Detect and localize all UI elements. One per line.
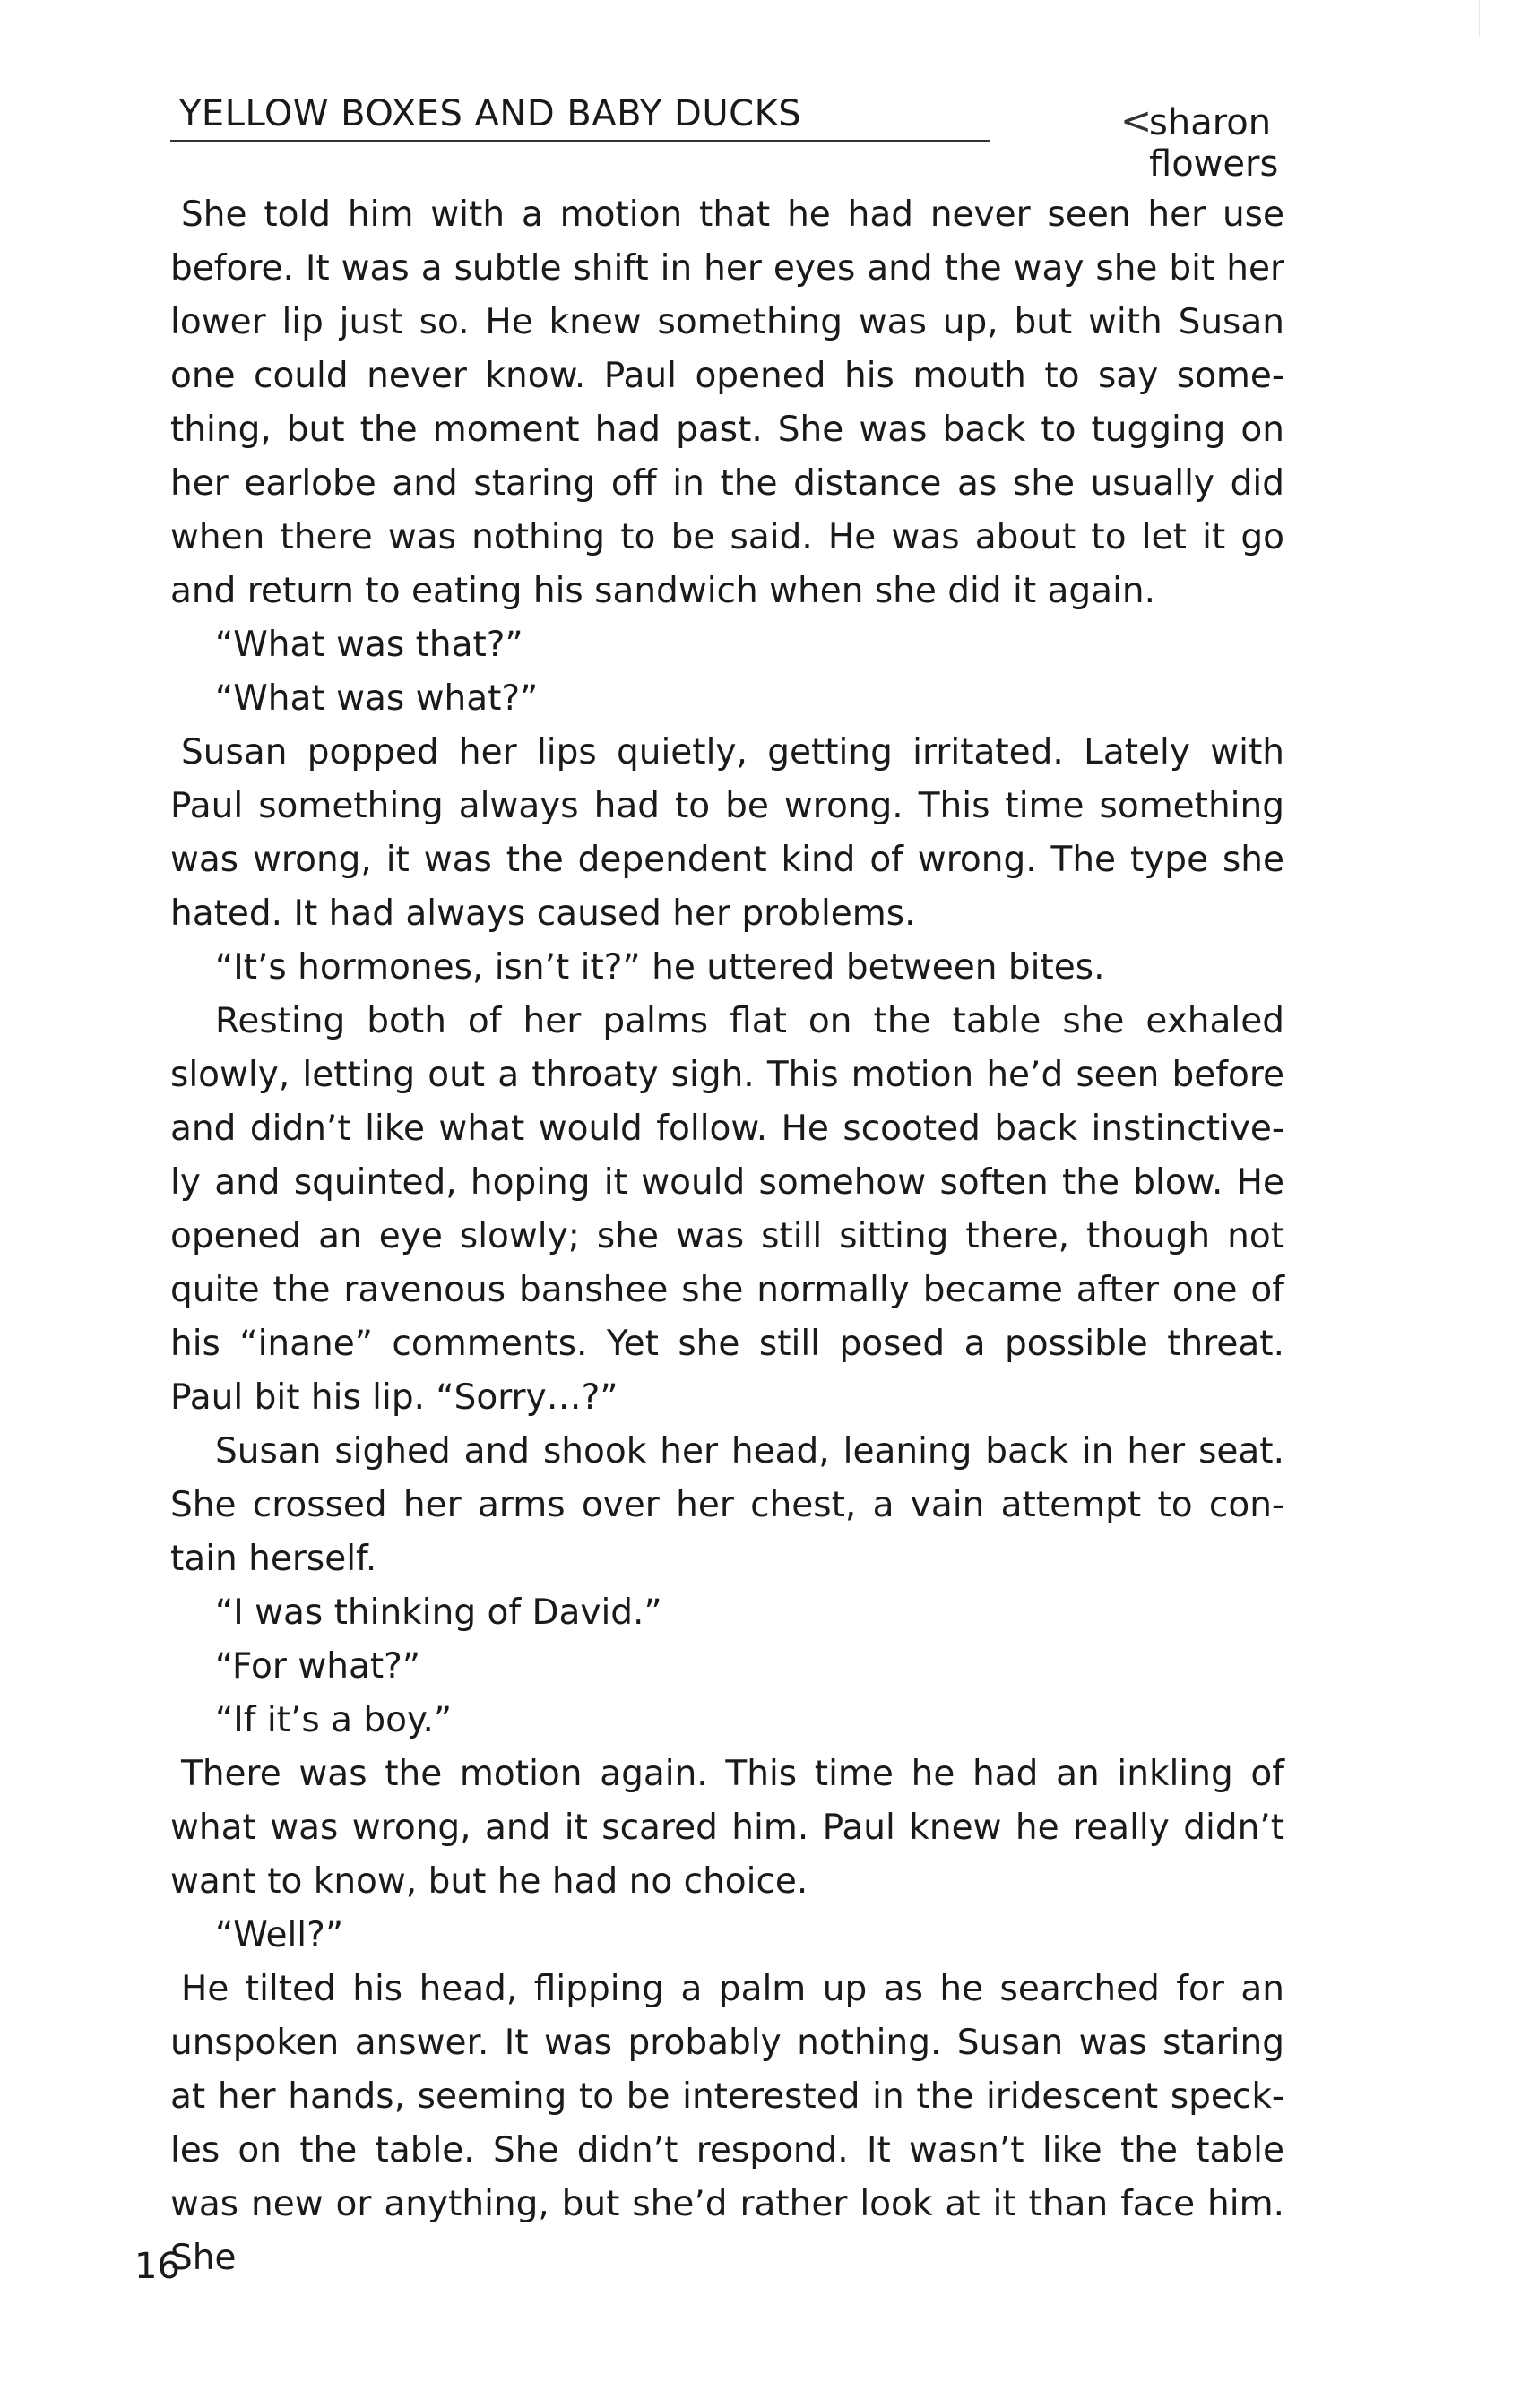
page-edge bbox=[1479, 0, 1480, 36]
book-title: YELLOW BOXES AND BABY DUCKS bbox=[179, 93, 802, 134]
paragraph: She told him with a motion that he had never seen her use before. It was a subtle shift in her eyes and the way she bit her lower lip just so. He knew something was up, but with Susan one could never know. Paul opened his mouth to say some-thing, but the moment had past. She was back to tugging on her earlobe and staring off in the distance as she usually did when there was nothing to be said. He was about to let it go and return to eating his sandwich when she did it again. bbox=[170, 194, 1284, 611]
running-header bbox=[170, 90, 1282, 185]
paragraph: Susan popped her lips quietly, getting irritated. Lately with Paul something always had to be wrong. This time something was wrong, it was the dependent kind of wrong. The type she hated. It had always caused her problems. bbox=[170, 732, 1284, 934]
author-name: sharon flowers bbox=[1149, 102, 1279, 185]
body-text bbox=[170, 188, 1284, 2285]
header-rule bbox=[170, 140, 990, 142]
dialogue-line: “I was thinking of David.” bbox=[215, 1592, 662, 1633]
dialogue-line: “For what?” bbox=[215, 1646, 421, 1687]
paragraph: Resting both of her palms flat on the table she exhaled slowly, letting out a throaty sigh. This motion he’d seen before and didn’t like what would follow. He scooted back instinctive-ly and squinted, hoping it would somehow soften the blow. He opened an eye slowly; she was still sitting there, though not quite the ravenous banshee she normally became after one of his “inane” comments. Yet she still posed a possible threat. Paul bit his lip. “Sorry…?” bbox=[170, 1001, 1284, 1418]
paragraph: Susan sighed and shook her head, leaning back in her seat. She crossed her arms over her chest, a vain attempt to con-tain herself. bbox=[170, 1431, 1284, 1579]
dialogue-line: “If it’s a boy.” bbox=[215, 1700, 453, 1740]
dialogue-line: “What was that?” bbox=[215, 625, 523, 665]
paragraph: He tilted his head, flipping a palm up as he searched for an unspoken answer. It was probably nothing. Susan was staring at her hands, seeming to be interested in the iridescent speck-les on the table. She didn’t respond. It wasn’t like the table was new or anything, but she’d rather look at it than face him. She bbox=[170, 1969, 1284, 2278]
header-chevron-icon: < bbox=[1120, 99, 1153, 142]
dialogue-line: “It’s hormones, isn’t it?” he uttered between bites. bbox=[215, 947, 1105, 988]
page-number: 16 bbox=[134, 2246, 180, 2287]
dialogue-line: “What was what?” bbox=[215, 678, 539, 719]
dialogue-line: “Well?” bbox=[215, 1915, 344, 1955]
paragraph: There was the motion again. This time he had an inkling of what was wrong, and it scared him. Paul knew he really didn’t want to know, but he had no choice. bbox=[170, 1754, 1284, 1902]
